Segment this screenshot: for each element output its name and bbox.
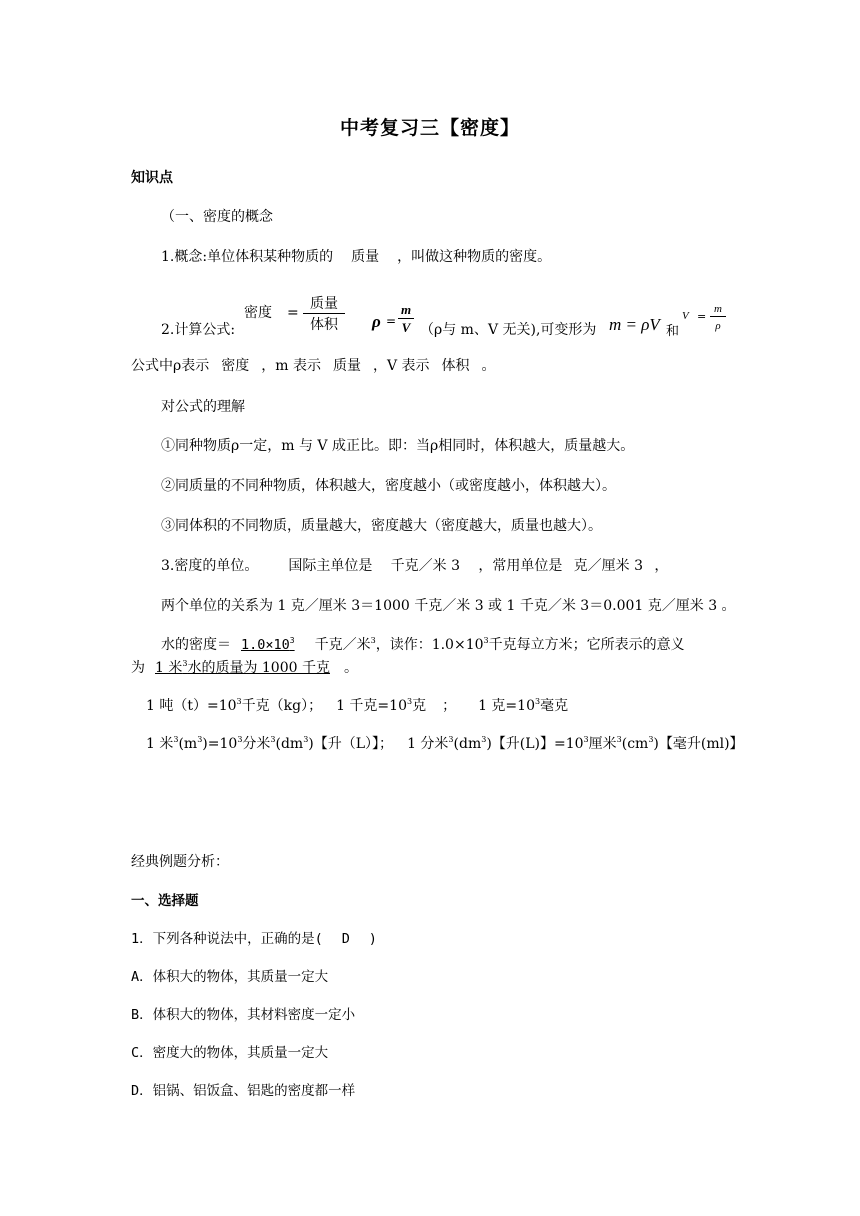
question-1-stem: 1．下列各种说法中，正确的是( D ) [131,931,377,947]
water-line2-end: 。 [343,660,358,676]
units-prefix: 3.密度的单位。 [161,558,259,574]
symbols-v-text: ，V 表示 [372,358,430,374]
formula-v: V [401,320,411,335]
water-unit: 千克／米$^3$ [314,636,376,653]
formula-note: （ρ与 m、V 无关),可变形为 [420,322,597,338]
understanding-heading: 对公式的理解 [161,399,245,415]
water-meaning-blank: 1 米$^3$水的质量为 1000 千克 [155,659,330,676]
question-1-answer: D [341,931,350,947]
units-relation: 两个单位的关系为 1 克／厘米 3＝1000 千克／米 3 或 1 千克／米 3＝0.001 克／厘米 3 。 [161,598,736,614]
concept-blank: 质量 [351,249,380,265]
option-d: D．铝锅、铝饭盒、铝匙的密度都一样 [131,1083,356,1099]
page-title: 中考复习三【密度】 [339,117,520,139]
formula-variant1: m = ρV [609,315,660,334]
symbols-line [131,358,496,375]
formula-m: m [398,302,414,319]
units-common-blank: 克／厘米 3 [573,558,644,574]
water-reading: ，读作：$1.0\times 10^3$千克每立方米；它所表示的意义 [375,636,685,653]
variant2-den: ρ [715,320,721,332]
point-3: ③同体积的不同物质，质量越大，密度越大（密度越大，质量也越大）。 [161,518,602,534]
word-formula-eq: = [287,305,299,321]
units-si-blank: 千克／米 3 [390,558,461,574]
concept-prefix: 1.概念:单位体积某种物质的 [161,249,334,265]
section-heading: （一、密度的概念 [161,209,273,225]
variant2-eq: = [697,310,707,323]
concept-line [161,249,551,266]
water-line-1 [161,637,685,654]
symbols-m-text: ，m 表示 [261,358,321,374]
v-blank: 体积 [441,358,470,374]
units-line [161,558,668,575]
point-2: ②同质量的不同种物质，体积越大，密度越小（或密度越小，体积越大）。 [161,478,616,494]
water-line-2 [131,660,358,677]
units-end: ， [654,558,669,574]
formula-label: 2.计算公式: [161,322,236,338]
concept-suffix: ，叫做这种物质的密度。 [397,249,552,265]
conversion-line-2: 1 米$^3(m^3)=10^3$分米$^3(dm^3)$【升（L）】； 1 分米$^3(dm^3)$【升(L)】$=10^3$厘米$^3(cm^3)$【毫升(ml)】 [146,735,744,752]
water-value-blank: $1.0\times 10^3$ [241,636,295,653]
point-1: ①同种物质ρ一定，m 与 V 成正比。即：当ρ相同时，体积越大，质量越大。 [161,438,635,454]
symbols-prefix: 公式中ρ表示 [131,358,210,374]
conversion-line-1: 1 吨$(t)=10^3$千克（kg）； 1 千克$=10^3$克 ； 1 克$=10^3$毫克 [146,697,569,714]
option-a: A．体积大的物体，其质量一定大 [131,969,329,985]
symbols-end: 。 [481,358,496,374]
formula-eq2: = [386,314,397,328]
option-c: C．密度大的物体，其质量一定大 [131,1045,329,1061]
rho-blank: 密度 [221,358,250,374]
units-common-text: ，常用单位是 [478,558,563,574]
word-formula-lhs: 密度 [244,305,272,321]
variant2-num: m [710,303,726,317]
word-formula-numerator: 质量 [303,296,345,314]
variant2-lhs: V [682,310,689,322]
water-prefix: 水的密度＝ [161,637,231,653]
word-formula-denominator: 体积 [310,317,338,333]
formula-and: 和 [666,324,680,339]
knowledge-heading: 知识点 [131,170,173,186]
option-b: B．体积大的物体，其材料密度一定小 [131,1007,356,1023]
examples-heading: 经典例题分析： [131,854,229,870]
rho-symbol: ρ [372,312,381,331]
choice-heading: 一、选择题 [131,893,199,909]
units-si-text: 国际主单位是 [288,558,373,574]
water-line2-prefix: 为 [131,660,145,676]
m-blank: 质量 [332,358,361,374]
